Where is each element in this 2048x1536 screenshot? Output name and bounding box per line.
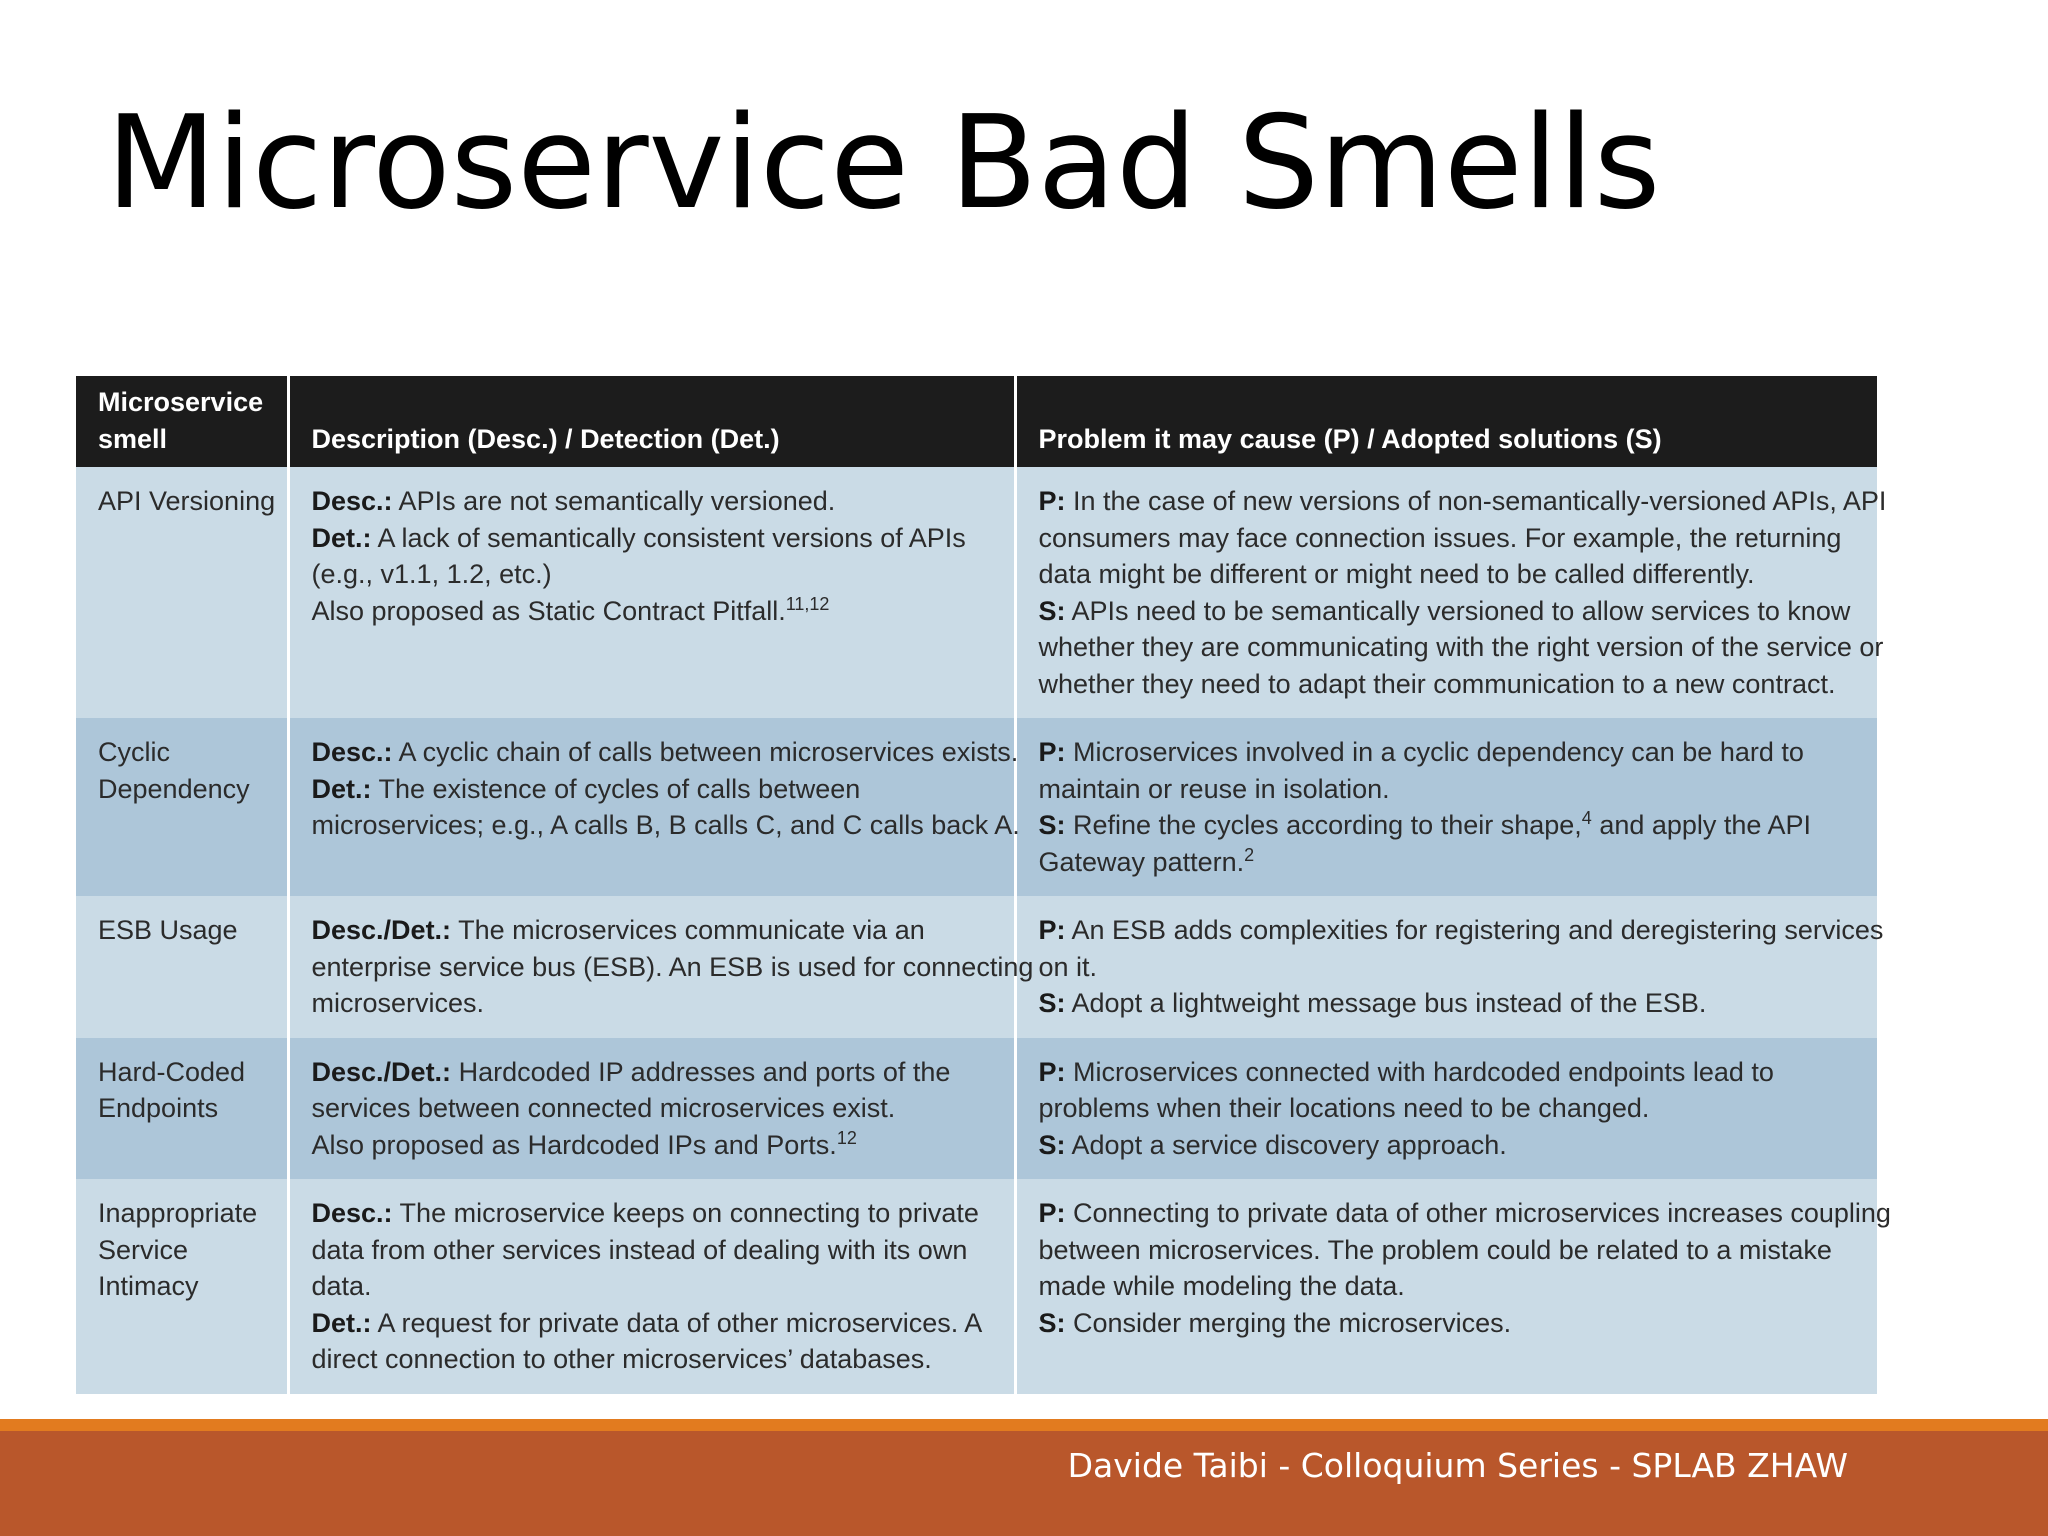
label-prefix: P: [1038, 915, 1066, 945]
line-text: Adopt a lightweight message bus instead of the ESB. [1065, 988, 1707, 1018]
text-line [1039, 1127, 1864, 1164]
line-text: APIs are not semantically versioned. [392, 486, 836, 516]
text-line [1039, 1268, 1864, 1305]
cell-problem [1015, 467, 1887, 718]
line-text: APIs need to be semantically versioned to allow services to know [1065, 595, 1851, 626]
text-line [312, 593, 1000, 630]
label-prefix: P: [1038, 737, 1066, 767]
text-line [1039, 985, 1864, 1022]
line-text: Gateway pattern. [1038, 846, 1245, 877]
text-line [1039, 520, 1864, 557]
line-text: Also proposed as Static Contract Pitfall. [311, 595, 786, 626]
text-line [312, 1127, 1000, 1164]
cell-problem [1015, 718, 1877, 896]
text-line [312, 1195, 1000, 1232]
citation-superscript: 12 [836, 1127, 857, 1148]
line-text: Also proposed as Hardcoded IPs and Ports. [311, 1129, 837, 1160]
text-line [312, 1305, 1000, 1342]
line-text: maintain or reuse in isolation. [1038, 773, 1390, 804]
slide-title: Microservice Bad Smells [106, 89, 1661, 238]
header-line: Microservice [98, 387, 264, 417]
line-text: Connecting to private data of other microservices increases coupling [1065, 1198, 1891, 1228]
line-text: consumers may face connection issues. For example, the returning [1038, 522, 1842, 553]
line-text: whether they need to adapt their communication to a new contract. [1038, 668, 1836, 699]
line-text: whether they are communicating with the right version of the service or [1038, 632, 1884, 662]
line-text: data might be different or might need to be called differently. [1038, 559, 1755, 589]
line-text: In the case of new versions of non-semantically-versioned APIs, API [1065, 486, 1887, 516]
line-text: An ESB adds complexities for registering and deregistering services [1065, 915, 1884, 945]
line-text: microservices; e.g., A calls B, B calls C, and C calls back A. [311, 810, 1020, 840]
smell-name-line: Cyclic [98, 737, 170, 767]
header-line: Problem it may cause (P) / Adopted solutions (S) [1038, 423, 1662, 454]
smell-name-line: Dependency [98, 773, 250, 804]
label-prefix: Desc.: [311, 1198, 393, 1228]
text-line [312, 1090, 1000, 1127]
text-line [1039, 1090, 1864, 1127]
line-text: The microservice keeps on connecting to private [392, 1198, 979, 1228]
smells-table [76, 376, 1891, 1394]
smell-name-line: Endpoints [98, 1093, 219, 1123]
text-line [1039, 734, 1864, 771]
line-text: data from other services instead of dealing with its own [311, 1234, 968, 1265]
label-prefix: P: [1038, 1198, 1066, 1228]
label-prefix: S: [1038, 595, 1066, 626]
cell-smell [76, 896, 288, 1038]
line-text: A request for private data of other microservices. A [371, 1307, 983, 1338]
header-description [288, 376, 1015, 467]
line-text: A cyclic chain of calls between microservices exists. [392, 737, 1019, 767]
label-prefix: Desc./Det.: [311, 915, 452, 945]
text-line [312, 1232, 1000, 1269]
line-text: problems when their locations need to be changed. [1038, 1093, 1650, 1123]
citation-superscript: 2 [1244, 844, 1255, 865]
line-text: Microservices connected with hardcoded endpoints lead to [1065, 1056, 1774, 1087]
text-line [312, 520, 1000, 557]
smell-name-line: Inappropriate [98, 1198, 258, 1228]
table-row [76, 1038, 1877, 1180]
text-line [1039, 1305, 1864, 1342]
line-text: on it. [1038, 951, 1098, 982]
text-line [1038, 483, 1887, 520]
text-line [311, 949, 1034, 986]
text-line [312, 771, 1000, 808]
header-smell [76, 376, 288, 467]
text-line [1038, 912, 1884, 949]
line-text: (e.g., v1.1, 1.2, etc.) [311, 559, 552, 589]
text-line [312, 1054, 1000, 1091]
line-text: between microservices. The problem could be related to a mistake [1038, 1234, 1832, 1265]
smell-name-line: API Versioning [98, 486, 276, 516]
table-header-row [76, 376, 1877, 467]
table-row [76, 718, 1877, 896]
label-prefix: P: [1038, 1056, 1066, 1087]
label-prefix: Desc.: [311, 737, 393, 767]
text-line [312, 1341, 1000, 1378]
cell-problem [1015, 1038, 1877, 1180]
label-prefix: Det.: [311, 522, 372, 553]
table-row [76, 896, 1877, 1038]
text-line [312, 556, 1000, 593]
text-line [1038, 1195, 1891, 1232]
line-text: A lack of semantically consistent versions of APIs [371, 522, 966, 553]
label-prefix: Det.: [311, 1307, 372, 1338]
cell-smell [76, 467, 288, 718]
table-row [76, 1179, 1877, 1394]
text-line [311, 807, 1020, 844]
line-text: Refine the cycles according to their shape, [1065, 810, 1582, 840]
label-prefix: S: [1038, 1307, 1066, 1338]
cell-smell [76, 1179, 288, 1394]
cell-description [288, 467, 1015, 718]
line-text: services between connected microservices exist. [311, 1093, 896, 1123]
header-problem [1015, 376, 1877, 467]
label-prefix: Det.: [311, 773, 372, 804]
smell-name-line: Hard-Coded [98, 1056, 246, 1087]
cell-smell [76, 718, 288, 896]
footer-text: Davide Taibi - Colloquium Series - SPLAB ZHAW [1067, 1446, 1848, 1485]
line-text: Hardcoded IP addresses and ports of the [451, 1056, 951, 1087]
smell-name-line: Service [98, 1234, 189, 1265]
cell-description [288, 1179, 1015, 1394]
label-prefix: S: [1038, 810, 1066, 840]
footer-accent-stripe [0, 1419, 2048, 1431]
text-line [1039, 771, 1864, 808]
label-prefix: P: [1038, 486, 1066, 516]
line-text: data. [311, 1271, 372, 1301]
text-line [312, 483, 1000, 520]
line-text: made while modeling the data. [1038, 1271, 1405, 1301]
text-line [1039, 844, 1864, 881]
text-line [1039, 807, 1864, 844]
label-prefix: Desc./Det.: [311, 1056, 452, 1087]
text-line [312, 1268, 1000, 1305]
line-text-after: and apply the API [1591, 810, 1811, 840]
label-prefix: S: [1038, 988, 1066, 1018]
citation-superscript: 4 [1581, 808, 1592, 828]
header-line: smell [98, 423, 168, 454]
cell-description [288, 896, 1034, 1038]
text-line [1039, 949, 1864, 986]
label-prefix: S: [1038, 1129, 1066, 1160]
cell-smell [76, 1038, 288, 1180]
smell-name-line: Intimacy [98, 1271, 199, 1301]
line-text: Adopt a service discovery approach. [1065, 1129, 1507, 1160]
line-text: Consider merging the microservices. [1065, 1307, 1512, 1338]
label-prefix: Desc.: [311, 486, 393, 516]
text-line [1039, 1054, 1864, 1091]
line-text: enterprise service bus (ESB). An ESB is used for connecting [311, 951, 1034, 982]
cell-problem [1015, 1179, 1891, 1394]
citation-superscript: 11,12 [785, 593, 830, 614]
text-line [311, 734, 1019, 771]
line-text: The existence of cycles of calls between [371, 773, 861, 804]
text-line [1039, 556, 1864, 593]
line-text: The microservices communicate via an [451, 915, 925, 945]
line-text: direct connection to other microservices’ databases. [311, 1344, 932, 1374]
text-line [1039, 593, 1864, 630]
cell-description [288, 718, 1020, 896]
smell-name-line: ESB Usage [98, 915, 238, 945]
text-line [312, 912, 1000, 949]
text-line [1039, 666, 1864, 703]
line-text: microservices. [311, 988, 485, 1018]
cell-problem [1015, 896, 1884, 1038]
table-row [76, 467, 1877, 718]
text-line [312, 985, 1000, 1022]
header-line: Description (Desc.) / Detection (Det.) [311, 423, 780, 454]
cell-description [288, 1038, 1015, 1180]
line-text: Microservices involved in a cyclic dependency can be hard to [1065, 737, 1804, 767]
text-line [1039, 1232, 1864, 1269]
text-line [1038, 629, 1884, 666]
